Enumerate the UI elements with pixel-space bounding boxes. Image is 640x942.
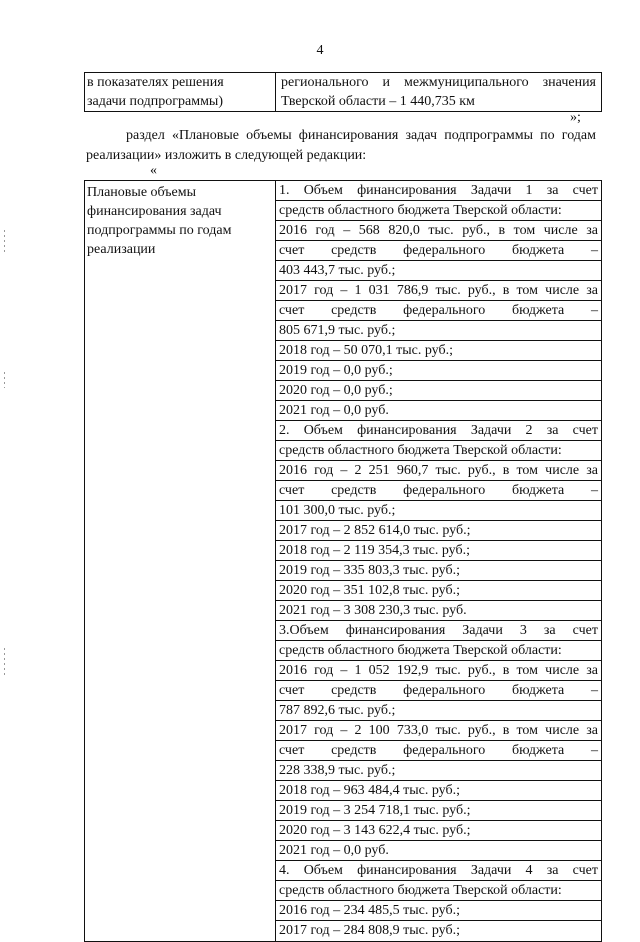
- indicator-value-line: регионального и межмуниципального значения: [281, 75, 596, 90]
- task2-2020-line: 2020 год – 351 102,8 тыс. руб.;: [276, 581, 601, 601]
- task3-2016-federal-line: счет средств федерального бюджета –: [276, 681, 601, 701]
- task3-2017-federal-line: счет средств федерального бюджета –: [276, 741, 601, 761]
- task1-2020-line: 2020 год – 0,0 руб.;: [276, 381, 601, 401]
- scan-edge-mark: [4, 648, 5, 676]
- task1-2016-federal-line: счет средств федерального бюджета –: [276, 241, 601, 261]
- table-row: [85, 73, 602, 112]
- task1-heading-line: средств областного бюджета Тверской области:: [276, 201, 601, 221]
- amendment-paragraph: раздел «Плановые объемы финансирования задач подпрограммы по годам реализации» изложить в следующей редакции:: [86, 128, 596, 163]
- task1-2016-federal-amount: 403 443,7 тыс. руб.;: [276, 261, 601, 281]
- closing-quote-mark: »;: [570, 110, 581, 125]
- task1-2017-federal-line: счет средств федерального бюджета –: [276, 301, 601, 321]
- task2-2016-line: 2016 год – 2 251 960,7 тыс. руб., в том числе за: [276, 461, 601, 481]
- indicator-label-cell: [85, 73, 276, 112]
- task4-heading-line: средств областного бюджета Тверской области:: [276, 881, 601, 901]
- task1-2017-line: 2017 год – 1 031 786,9 тыс. руб., в том числе за: [276, 281, 601, 301]
- task4-heading-line: 4. Объем финансирования Задачи 4 за счет: [276, 861, 601, 881]
- task1-2016-line: 2016 год – 568 820,0 тыс. руб., в том числе за: [276, 221, 601, 241]
- opening-quote-mark: «: [150, 163, 157, 178]
- table-row: [85, 181, 602, 942]
- task3-2020-line: 2020 год – 3 143 622,4 тыс. руб.;: [276, 821, 601, 841]
- indicator-value-line: Тверской области – 1 440,735 км: [281, 94, 475, 109]
- section-label-line: подпрограммы по годам: [87, 223, 232, 238]
- task2-2018-line: 2018 год – 2 119 354,3 тыс. руб.;: [276, 541, 601, 561]
- task1-heading-line: 1. Объем финансирования Задачи 1 за счет: [276, 181, 601, 201]
- task3-2017-line: 2017 год – 2 100 733,0 тыс. руб., в том числе за: [276, 721, 601, 741]
- task4-2016-line: 2016 год – 234 485,5 тыс. руб.;: [276, 901, 601, 921]
- indicator-label-line: в показателях решения: [87, 75, 224, 90]
- task2-2021-line: 2021 год – 3 308 230,3 тыс. руб.: [276, 601, 601, 621]
- section-label-cell: [85, 181, 276, 942]
- section-label-line: реализации: [87, 242, 156, 257]
- task3-2018-line: 2018 год – 963 484,4 тыс. руб.;: [276, 781, 601, 801]
- task2-2017-line: 2017 год – 2 852 614,0 тыс. руб.;: [276, 521, 601, 541]
- scan-edge-mark: [4, 372, 5, 388]
- task3-heading-line: 3.Объем финансирования Задачи 3 за счет: [276, 621, 601, 641]
- task2-2016-federal-amount: 101 300,0 тыс. руб.;: [276, 501, 601, 521]
- task1-2018-line: 2018 год – 50 070,1 тыс. руб.;: [276, 341, 601, 361]
- task3-2019-line: 2019 год – 3 254 718,1 тыс. руб.;: [276, 801, 601, 821]
- task3-2017-federal-amount: 228 338,9 тыс. руб.;: [276, 761, 601, 781]
- page-number: 4: [316, 43, 324, 58]
- financing-section-table: [84, 180, 602, 942]
- indicator-value-cell: [276, 73, 602, 112]
- continuation-table: [84, 72, 602, 112]
- section-label-line: финансирования задач: [87, 204, 222, 219]
- task1-2019-line: 2019 год – 0,0 руб.;: [276, 361, 601, 381]
- task2-heading-line: 2. Объем финансирования Задачи 2 за счет: [276, 421, 601, 441]
- task2-heading-line: средств областного бюджета Тверской области:: [276, 441, 601, 461]
- task4-2017-line: 2017 год – 284 808,9 тыс. руб.;: [279, 923, 460, 938]
- task1-2021-line: 2021 год – 0,0 руб.: [276, 401, 601, 421]
- task2-2019-line: 2019 год – 335 803,3 тыс. руб.;: [276, 561, 601, 581]
- task1-2017-federal-amount: 805 671,9 тыс. руб.;: [276, 321, 601, 341]
- section-label-line: Плановые объемы: [87, 185, 197, 200]
- task3-heading-line: средств областного бюджета Тверской области:: [276, 641, 601, 661]
- financing-content-cell: [276, 181, 602, 942]
- task3-2016-federal-amount: 787 892,6 тыс. руб.;: [276, 701, 601, 721]
- task2-2016-federal-line: счет средств федерального бюджета –: [276, 481, 601, 501]
- indicator-label-line: задачи подпрограммы): [87, 94, 224, 109]
- task3-2016-line: 2016 год – 1 052 192,9 тыс. руб., в том числе за: [276, 661, 601, 681]
- scan-edge-mark: [4, 230, 5, 252]
- task3-2021-line: 2021 год – 0,0 руб.: [276, 841, 601, 861]
